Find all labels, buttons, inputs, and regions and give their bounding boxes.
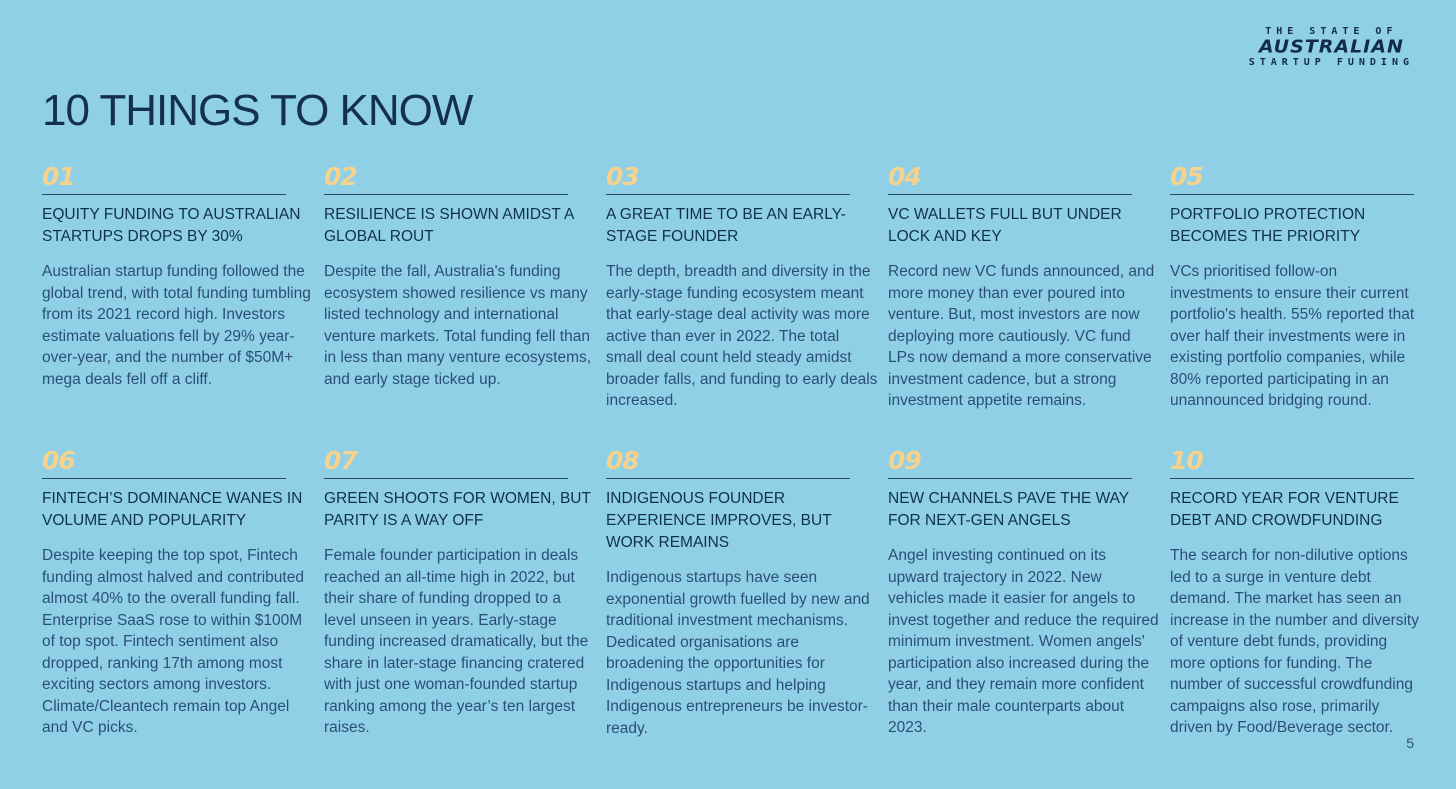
item-04	[888, 163, 1160, 412]
item-number: 07	[324, 446, 357, 475]
item-heading: RESILIENCE IS SHOWN AMIDST A GLOBAL ROUT	[324, 206, 574, 245]
item-heading: EQUITY FUNDING TO AUSTRALIAN STARTUPS DROPS BY 30%	[42, 206, 301, 245]
divider	[888, 194, 1132, 195]
item-03	[606, 163, 878, 412]
item-body: The depth, breadth and diversity in the early-stage funding ecosystem meant that early-stage deal activity was more active than ever in 2022. The total small deal count held steady amidst broader falls, and funding to early deals increased.	[606, 263, 878, 409]
item-number: 01	[42, 162, 75, 191]
item-number: 10	[1170, 446, 1203, 475]
divider	[324, 478, 568, 479]
item-number: 08	[606, 446, 639, 475]
item-body: Despite keeping the top spot, Fintech funding almost halved and contributed almost 40% to the overall funding fall. Enterprise SaaS rose to within $100M of top spot. Fintech sentiment also dropped, ranking 17th among most exciting sectors among investors. Climate/Cleantech remain top Angel and VC picks.	[42, 547, 304, 736]
report-logo	[1249, 26, 1414, 69]
item-number: 05	[1170, 162, 1203, 191]
item-heading: PORTFOLIO PROTECTION BECOMES THE PRIORITY	[1170, 206, 1366, 245]
item-number: 06	[42, 446, 75, 475]
item-01	[42, 163, 314, 390]
item-heading: A GREAT TIME TO BE AN EARLY-STAGE FOUNDER	[606, 206, 846, 245]
divider	[606, 194, 850, 195]
item-body: The search for non-dilutive options led to a surge in venture debt demand. The market has seen an increase in the number and diversity of venture debt funds, providing more options for funding. The number of successful crowdfunding campaigns also rose, primarily driven by Food/Beverage sector.	[1170, 547, 1419, 736]
divider	[888, 478, 1132, 479]
item-heading: NEW CHANNELS PAVE THE WAY FOR NEXT-GEN ANGELS	[888, 490, 1129, 529]
divider	[1170, 194, 1414, 195]
logo-line-2: AUSTRALIAN	[1258, 36, 1404, 58]
item-body: Indigenous startups have seen exponential growth fuelled by new and traditional investment mechanisms. Dedicated organisations are broadening the opportunities for Indigenous startups and helping Indigenous entrepreneurs be investor-ready.	[606, 569, 870, 737]
item-07	[324, 447, 596, 739]
item-number: 02	[324, 162, 357, 191]
item-number: 04	[888, 162, 921, 191]
logo-line-1: THE STATE OF	[1265, 26, 1398, 37]
item-body: Despite the fall, Australia's funding ecosystem showed resilience vs many listed technology and international venture markets. Total funding fell than in less than many venture ecosystems, and early stage ticked up.	[324, 263, 592, 388]
item-heading: GREEN SHOOTS FOR WOMEN, BUT PARITY IS A WAY OFF	[324, 490, 591, 529]
divider	[42, 194, 286, 195]
item-heading: VC WALLETS FULL BUT UNDER LOCK AND KEY	[888, 206, 1122, 245]
item-06	[42, 447, 314, 739]
item-heading: INDIGENOUS FOUNDER EXPERIENCE IMPROVES, BUT WORK REMAINS	[606, 490, 832, 551]
item-number: 03	[606, 162, 639, 191]
item-number: 09	[888, 446, 921, 475]
divider	[606, 478, 850, 479]
item-body: Record new VC funds announced, and more money than ever poured into venture. But, most investors are now deploying more cautiously. VC fund LPs now demand a more conservative investment cadence, but a strong investment appetite remains.	[888, 263, 1155, 409]
page-title: 10 THINGS TO KNOW	[42, 86, 473, 135]
item-body: VCs prioritised follow-on investments to ensure their current portfolio's health. 55% reported that over half their investments were in existing portfolio companies, while 80% reported participating in an unannounced bridging round.	[1170, 263, 1415, 409]
logo-line-3: STARTUP FUNDING	[1248, 57, 1414, 68]
item-09	[888, 447, 1160, 739]
item-10	[1170, 447, 1424, 739]
item-body: Female founder participation in deals reached an all-time high in 2022, but their share of funding dropped to a level unseen in years. Early-stage funding increased dramatically, but the share in later-stage financing cratered with just one woman-founded startup ranking among the year’s ten largest raises.	[324, 547, 589, 736]
page-number: 5	[1406, 735, 1414, 751]
item-body: Australian startup funding followed the global trend, with total funding tumbling from its 2021 record high. Investors estimate valuations fell by 29% year-over-year, and the number of $50M+ mega deals fell off a cliff.	[42, 263, 311, 388]
divider	[324, 194, 568, 195]
item-heading: RECORD YEAR FOR VENTURE DEBT AND CROWDFUNDING	[1170, 490, 1399, 529]
divider	[1170, 478, 1414, 479]
item-05	[1170, 163, 1424, 412]
item-08	[606, 447, 878, 739]
item-02	[324, 163, 596, 390]
divider	[42, 478, 286, 479]
item-body: Angel investing continued on its upward trajectory in 2022. New vehicles made it easier for angels to invest together and reduce the required minimum investment. Women angels' participation also increased during the year, and they remain more confident than their male counterparts about 2023.	[888, 547, 1159, 736]
item-heading: FINTECH’S DOMINANCE WANES IN VOLUME AND POPULARITY	[42, 490, 303, 529]
